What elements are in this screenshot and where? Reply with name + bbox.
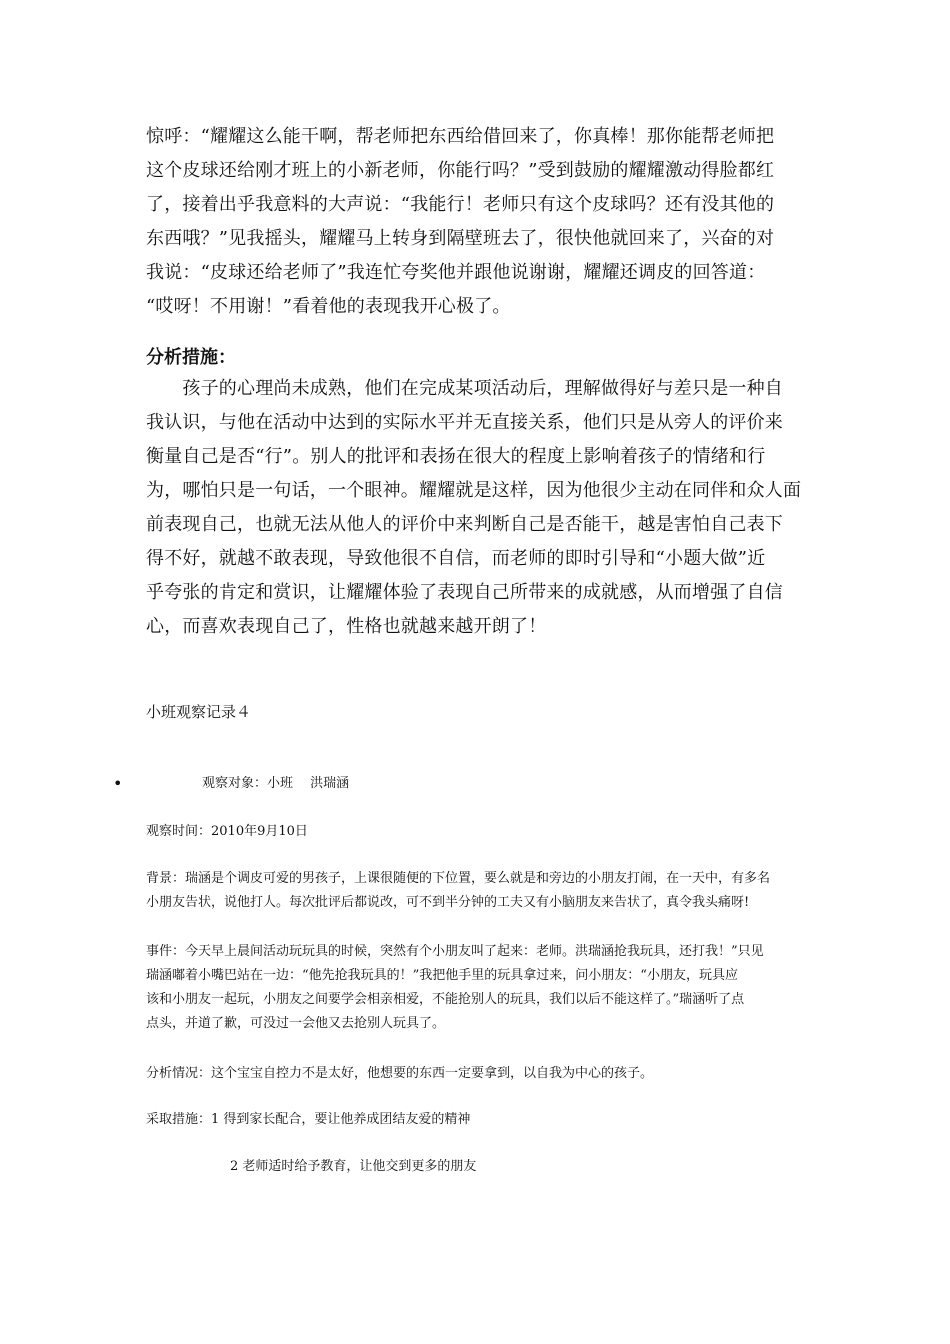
event-line: 该和小朋友一起玩，小朋友之间要学会相亲相爱，不能抢别人的玩具，我们以后不能这样了。”瑞涵听了点 (146, 992, 745, 1007)
story-line: 了，接着出乎我意料的大声说：“我能行！老师只有这个皮球吗？还有没其他的 (146, 194, 775, 215)
story-line: “哎呀！不用谢！”看着他的表现我开心极了。 (146, 296, 511, 317)
background-paragraph (146, 867, 770, 915)
analysis-situation: 分析情况：这个宝宝自控力不是太好，他想要的东西一定要拿到，以自我为中心的孩子。 (146, 1066, 654, 1081)
event-line: 瑞涵嘟着小嘴巴站在一边：“他先抢我玩具的！”我把他手里的玩具拿过来，问小朋友：“小朋友，玩具应 (146, 968, 738, 983)
story-line: 东西哦？”见我摇头，耀耀马上转身到隔壁班去了，很快他就回来了，兴奋的对 (146, 228, 775, 249)
event-line: 点头，并道了歉，可没过一会他又去抢别人玩具了。 (146, 1016, 446, 1031)
analysis-line: 前表现自己，也就无法从他人的评价中来判断自己是否能干，越是害怕自己表下 (146, 514, 783, 535)
analysis-line: 乎夸张的肯定和赏识，让耀耀体验了表现自己所带来的成就感，从而增强了自信 (146, 582, 783, 603)
analysis-paragraph (146, 372, 810, 644)
observation-time: 观察时间：2010年9月10日 (146, 824, 308, 839)
analysis-line: 孩子的心理尚未成熟，他们在完成某项活动后，理解做得好与差只是一种自 (146, 378, 783, 399)
bullet-icon: • (113, 774, 123, 793)
observation-subject: 观察对象：小班 洪瑞涵 (202, 776, 350, 791)
story-line: 惊呼：“耀耀这么能干啊，帮老师把东西给借回来了，你真棒！那你能帮老师把 (146, 126, 775, 147)
story-line: 这个皮球还给刚才班上的小新老师，你能行吗？”受到鼓励的耀耀激动得脸都红 (146, 160, 775, 181)
analysis-line: 心，而喜欢表现自己了，性格也就越来越开朗了！ (146, 616, 547, 637)
event-paragraph (146, 940, 764, 1036)
record-title: 小班观察记录４ (146, 703, 252, 721)
measures-line-1: 采取措施：1 得到家长配合，要让他养成团结友爱的精神 (146, 1112, 471, 1127)
story-line: 我说：“皮球还给老师了”我连忙夸奖他并跟他说谢谢，耀耀还调皮的回答道： (146, 262, 766, 283)
analysis-line: 衡量自己是否“行”。别人的批评和表扬在很大的程度上影响着孩子的情绪和行 (146, 446, 766, 467)
background-line: 小朋友告状，说他打人。每次批评后都说改，可不到半分钟的工夫又有小脑朋友来告状了，真令我头痛呀! (146, 895, 750, 910)
background-line: 背景：瑞涵是个调皮可爱的男孩子，上课很随便的下位置，要么就是和旁边的小朋友打闹，在一天中，有多名 (146, 871, 771, 886)
story-paragraph (146, 120, 810, 324)
analysis-heading: 分析措施： (146, 347, 236, 368)
measures-line-2: 2 老师适时给予教育，让他交到更多的朋友 (230, 1159, 477, 1174)
analysis-line: 得不好，就越不敢表现，导致他很不自信，而老师的即时引导和“小题大做”近 (146, 548, 766, 569)
analysis-line: 我认识，与他在活动中达到的实际水平并无直接关系，他们只是从旁人的评价来 (146, 412, 783, 433)
analysis-line: 为，哪怕只是一句话，一个眼神。耀耀就是这样，因为他很少主动在同伴和众人面 (146, 480, 802, 501)
event-line: 事件：今天早上晨间活动玩玩具的时候，突然有个小朋友叫了起来：老师。洪瑞涵抢我玩具，还打我！”只见 (146, 944, 764, 959)
